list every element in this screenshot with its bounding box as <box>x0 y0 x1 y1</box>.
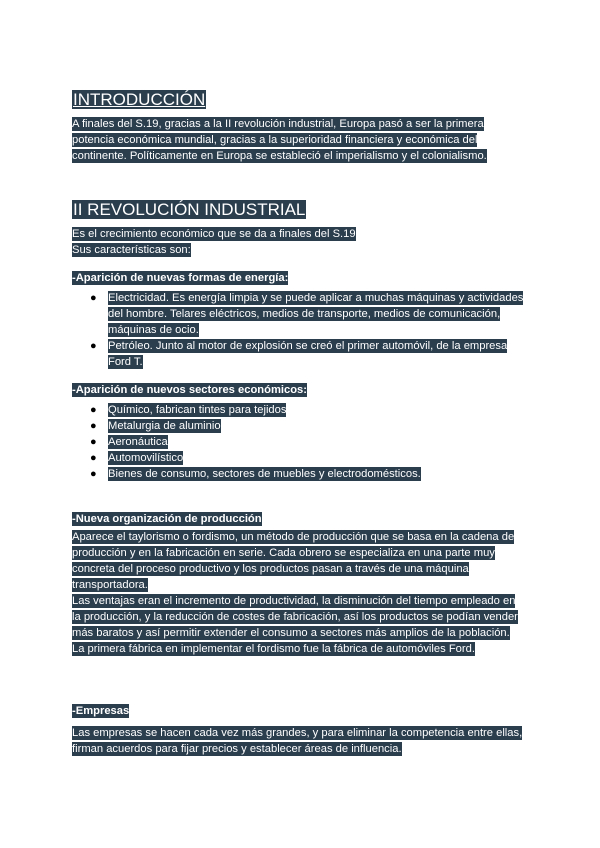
bullet-icon: ● <box>90 452 97 464</box>
revolucion-line-1: Es el crecimiento económico que se da a finales del S.19 <box>72 228 356 240</box>
list-item <box>72 466 524 482</box>
energia-section <box>72 270 524 370</box>
sectores-item-1: Químico, fabrican tintes para tejidos <box>108 404 287 416</box>
energia-heading: -Aparición de nuevas formas de energía: <box>72 272 289 284</box>
bullet-icon: ● <box>90 420 97 432</box>
empresas-section <box>72 703 524 757</box>
list-item <box>72 402 524 418</box>
bullet-icon: ● <box>90 292 97 304</box>
sectores-list <box>72 402 524 482</box>
energia-item-1: Electricidad. Es energía limpia y se puede aplicar a muchas máquinas y actividades del hombre. Telares eléctricos, medios de transporte, medios de comunicación, máquinas de ocio. <box>108 292 524 336</box>
sectores-heading: -Aparición de nuevos sectores económicos: <box>72 384 308 396</box>
bullet-icon: ● <box>90 404 97 416</box>
produccion-heading: -Nueva organización de producción <box>72 513 262 525</box>
bullet-icon: ● <box>90 340 97 352</box>
intro-section <box>72 90 524 110</box>
produccion-paragraph-1: Aparece el taylorismo o fordismo, un método de producción que se basa en la cadena de producción y en la fabricación en serie. Cada obrero se especializa en una parte muy concreta del proceso productivo y los productos pasan a través de una máquina transportadora. <box>72 531 515 591</box>
revolucion-line-2: Sus características son: <box>72 244 191 256</box>
intro-title: INTRODUCCIÓN <box>73 90 206 109</box>
empresas-heading: -Empresas <box>72 705 130 717</box>
revolucion-section <box>72 200 524 220</box>
list-item <box>72 290 524 338</box>
sectores-item-3: Aeronáutica <box>108 436 168 448</box>
sectores-item-4: Automovilístico <box>108 452 184 464</box>
sectores-section <box>72 382 524 482</box>
energia-list <box>72 290 524 370</box>
sectores-item-5: Bienes de consumo, sectores de muebles y electrodomésticos. <box>108 468 421 480</box>
intro-paragraph: A finales del S.19, gracias a la II revolución industrial, Europa pasó a ser la primera potencia económica mundial, gracias a la superioridad financiera y económica del continente. Políticamente en Europa se estableció el imperialismo y el colonialismo. <box>72 118 487 162</box>
revolucion-intro-block <box>72 226 524 258</box>
bullet-icon: ● <box>90 436 97 448</box>
produccion-paragraph-2: Las ventajas eran el incremento de productividad, la disminución del tiempo empleado en la producción, y la reducción de costes de fabricación, así los productos se podían vender más baratos y así permitir extender el consumo a sectores más amplios de la población. <box>72 595 518 639</box>
sectores-item-2: Metalurgia de aluminio <box>108 420 221 432</box>
energia-item-2: Petróleo. Junto al motor de explosión se creó el primer automóvil, de la empresa Ford T. <box>108 340 508 368</box>
bullet-icon: ● <box>90 468 97 480</box>
list-item <box>72 434 524 450</box>
list-item <box>72 418 524 434</box>
revolucion-title: II REVOLUCIÓN INDUSTRIAL <box>73 200 306 219</box>
list-item <box>72 450 524 466</box>
intro-paragraph-block <box>72 116 524 164</box>
list-item <box>72 338 524 370</box>
produccion-paragraph-3: La primera fábrica en implementar el fordismo fue la fábrica de automóviles Ford. <box>72 643 475 655</box>
empresas-paragraph: Las empresas se hacen cada vez más grandes, y para eliminar la competencia entre ellas, firman acuerdos para fijar precios y establecer áreas de influencia. <box>72 727 523 755</box>
produccion-section <box>72 511 524 657</box>
